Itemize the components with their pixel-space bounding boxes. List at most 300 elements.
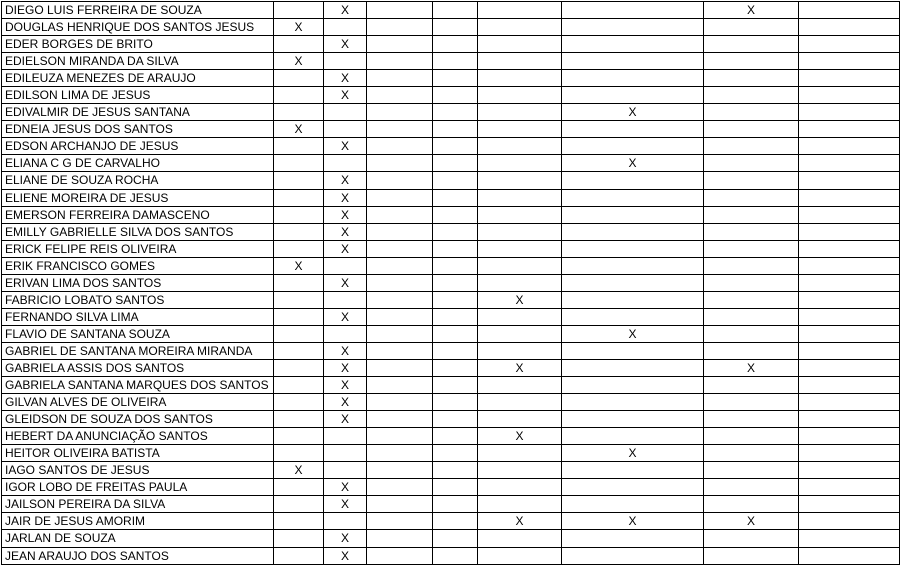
mark-cell-6[interactable]	[562, 19, 704, 36]
mark-cell-3[interactable]	[367, 308, 433, 325]
mark-cell-8[interactable]	[799, 240, 900, 257]
mark-cell-4[interactable]	[433, 19, 478, 36]
name-cell[interactable]: EMERSON FERREIRA DAMASCENO	[2, 206, 274, 223]
mark-cell-3[interactable]	[367, 2, 433, 19]
mark-cell-5[interactable]	[478, 530, 562, 547]
mark-cell-4[interactable]	[433, 240, 478, 257]
mark-cell-1[interactable]	[274, 445, 324, 462]
mark-cell-7[interactable]	[704, 87, 799, 104]
mark-cell-6[interactable]	[562, 479, 704, 496]
mark-cell-4[interactable]	[433, 428, 478, 445]
name-cell[interactable]: DIEGO LUIS FERREIRA DE SOUZA	[2, 2, 274, 19]
mark-cell-1[interactable]	[274, 513, 324, 530]
mark-cell-2[interactable]	[324, 121, 367, 138]
mark-cell-1[interactable]	[274, 274, 324, 291]
mark-cell-7[interactable]	[704, 53, 799, 70]
mark-cell-2[interactable]	[324, 257, 367, 274]
name-cell[interactable]: DOUGLAS HENRIQUE DOS SANTOS JESUS	[2, 19, 274, 36]
mark-cell-8[interactable]	[799, 36, 900, 53]
mark-cell-7[interactable]	[704, 257, 799, 274]
mark-cell-5[interactable]	[478, 445, 562, 462]
name-cell[interactable]: JAILSON PEREIRA DA SILVA	[2, 496, 274, 513]
name-cell[interactable]: EDIELSON MIRANDA DA SILVA	[2, 53, 274, 70]
mark-cell-7[interactable]	[704, 240, 799, 257]
mark-cell-8[interactable]	[799, 53, 900, 70]
name-cell[interactable]: GLEIDSON DE SOUZA DOS SANTOS	[2, 411, 274, 428]
mark-cell-5[interactable]	[478, 172, 562, 189]
mark-cell-7[interactable]	[704, 445, 799, 462]
mark-cell-6[interactable]	[562, 36, 704, 53]
mark-cell-2[interactable]	[324, 19, 367, 36]
mark-cell-6[interactable]	[562, 359, 704, 376]
mark-cell-6[interactable]	[562, 547, 704, 564]
mark-cell-4[interactable]	[433, 462, 478, 479]
mark-cell-4[interactable]	[433, 2, 478, 19]
mark-cell-3[interactable]	[367, 36, 433, 53]
mark-cell-1[interactable]	[274, 223, 324, 240]
mark-cell-5[interactable]	[478, 223, 562, 240]
mark-cell-4[interactable]	[433, 172, 478, 189]
mark-cell-1[interactable]: X	[274, 462, 324, 479]
mark-cell-4[interactable]	[433, 257, 478, 274]
mark-cell-1[interactable]	[274, 530, 324, 547]
mark-cell-3[interactable]	[367, 223, 433, 240]
name-cell[interactable]: FERNANDO SILVA LIMA	[2, 308, 274, 325]
mark-cell-4[interactable]	[433, 359, 478, 376]
mark-cell-8[interactable]	[799, 172, 900, 189]
mark-cell-6[interactable]	[562, 2, 704, 19]
mark-cell-7[interactable]	[704, 189, 799, 206]
mark-cell-5[interactable]	[478, 240, 562, 257]
mark-cell-6[interactable]	[562, 206, 704, 223]
mark-cell-6[interactable]	[562, 394, 704, 411]
mark-cell-4[interactable]	[433, 445, 478, 462]
mark-cell-2[interactable]	[324, 104, 367, 121]
mark-cell-3[interactable]	[367, 257, 433, 274]
mark-cell-5[interactable]	[478, 411, 562, 428]
mark-cell-1[interactable]	[274, 104, 324, 121]
mark-cell-8[interactable]	[799, 121, 900, 138]
mark-cell-8[interactable]	[799, 291, 900, 308]
mark-cell-8[interactable]	[799, 257, 900, 274]
mark-cell-3[interactable]	[367, 530, 433, 547]
name-cell[interactable]: IAGO SANTOS DE JESUS	[2, 462, 274, 479]
mark-cell-1[interactable]	[274, 479, 324, 496]
mark-cell-4[interactable]	[433, 121, 478, 138]
mark-cell-8[interactable]	[799, 530, 900, 547]
mark-cell-3[interactable]	[367, 445, 433, 462]
name-cell[interactable]: EDILSON LIMA DE JESUS	[2, 87, 274, 104]
mark-cell-7[interactable]	[704, 155, 799, 172]
mark-cell-3[interactable]	[367, 172, 433, 189]
mark-cell-3[interactable]	[367, 479, 433, 496]
mark-cell-6[interactable]	[562, 377, 704, 394]
mark-cell-4[interactable]	[433, 274, 478, 291]
mark-cell-3[interactable]	[367, 104, 433, 121]
mark-cell-3[interactable]	[367, 53, 433, 70]
mark-cell-8[interactable]	[799, 155, 900, 172]
mark-cell-8[interactable]	[799, 462, 900, 479]
name-cell[interactable]: JAIR DE JESUS AMORIM	[2, 513, 274, 530]
mark-cell-5[interactable]	[478, 308, 562, 325]
mark-cell-5[interactable]	[478, 189, 562, 206]
mark-cell-3[interactable]	[367, 70, 433, 87]
name-cell[interactable]: FLAVIO DE SANTANA SOUZA	[2, 325, 274, 342]
mark-cell-3[interactable]	[367, 325, 433, 342]
mark-cell-5[interactable]	[478, 479, 562, 496]
mark-cell-1[interactable]	[274, 377, 324, 394]
mark-cell-5[interactable]	[478, 53, 562, 70]
mark-cell-1[interactable]	[274, 291, 324, 308]
mark-cell-6[interactable]	[562, 496, 704, 513]
mark-cell-5[interactable]	[478, 121, 562, 138]
mark-cell-4[interactable]	[433, 377, 478, 394]
mark-cell-4[interactable]	[433, 138, 478, 155]
mark-cell-6[interactable]	[562, 87, 704, 104]
mark-cell-2[interactable]	[324, 53, 367, 70]
mark-cell-8[interactable]	[799, 308, 900, 325]
mark-cell-2[interactable]: X	[324, 394, 367, 411]
mark-cell-8[interactable]	[799, 189, 900, 206]
name-cell[interactable]: HEITOR OLIVEIRA BATISTA	[2, 445, 274, 462]
mark-cell-7[interactable]	[704, 19, 799, 36]
mark-cell-4[interactable]	[433, 223, 478, 240]
mark-cell-2[interactable]: X	[324, 36, 367, 53]
mark-cell-1[interactable]	[274, 359, 324, 376]
mark-cell-5[interactable]	[478, 36, 562, 53]
mark-cell-2[interactable]: X	[324, 172, 367, 189]
mark-cell-7[interactable]: X	[704, 513, 799, 530]
mark-cell-5[interactable]: X	[478, 291, 562, 308]
mark-cell-3[interactable]	[367, 342, 433, 359]
mark-cell-2[interactable]	[324, 513, 367, 530]
mark-cell-3[interactable]	[367, 240, 433, 257]
mark-cell-7[interactable]	[704, 172, 799, 189]
mark-cell-7[interactable]	[704, 104, 799, 121]
table-row	[2, 19, 900, 36]
mark-cell-8[interactable]	[799, 479, 900, 496]
mark-cell-2[interactable]	[324, 325, 367, 342]
mark-cell-4[interactable]	[433, 496, 478, 513]
mark-cell-4[interactable]	[433, 104, 478, 121]
mark-cell-6[interactable]	[562, 121, 704, 138]
name-cell[interactable]: FABRICIO LOBATO SANTOS	[2, 291, 274, 308]
name-cell[interactable]: GABRIELA SANTANA MARQUES DOS SANTOS	[2, 377, 274, 394]
mark-cell-2[interactable]: X	[324, 189, 367, 206]
name-cell[interactable]: ELIANA C G DE CARVALHO	[2, 155, 274, 172]
mark-cell-3[interactable]	[367, 394, 433, 411]
name-cell[interactable]: ERIK FRANCISCO GOMES	[2, 257, 274, 274]
mark-cell-1[interactable]	[274, 189, 324, 206]
mark-cell-5[interactable]	[478, 104, 562, 121]
name-cell[interactable]: EDSON ARCHANJO DE JESUS	[2, 138, 274, 155]
mark-cell-6[interactable]: X	[562, 445, 704, 462]
mark-cell-5[interactable]	[478, 462, 562, 479]
mark-cell-2[interactable]: X	[324, 2, 367, 19]
mark-cell-8[interactable]	[799, 377, 900, 394]
mark-cell-7[interactable]	[704, 206, 799, 223]
mark-cell-5[interactable]	[478, 547, 562, 564]
mark-cell-5[interactable]	[478, 496, 562, 513]
mark-cell-6[interactable]	[562, 70, 704, 87]
mark-cell-6[interactable]	[562, 172, 704, 189]
mark-cell-2[interactable]: X	[324, 138, 367, 155]
mark-cell-7[interactable]	[704, 530, 799, 547]
mark-cell-6[interactable]	[562, 530, 704, 547]
mark-cell-8[interactable]	[799, 2, 900, 19]
mark-cell-8[interactable]	[799, 411, 900, 428]
mark-cell-1[interactable]: X	[274, 53, 324, 70]
mark-cell-7[interactable]	[704, 377, 799, 394]
mark-cell-1[interactable]: X	[274, 257, 324, 274]
mark-cell-4[interactable]	[433, 291, 478, 308]
mark-cell-7[interactable]	[704, 547, 799, 564]
mark-cell-4[interactable]	[433, 325, 478, 342]
mark-cell-3[interactable]	[367, 462, 433, 479]
mark-cell-3[interactable]	[367, 155, 433, 172]
mark-cell-7[interactable]	[704, 308, 799, 325]
mark-cell-3[interactable]	[367, 189, 433, 206]
mark-cell-6[interactable]	[562, 274, 704, 291]
mark-cell-3[interactable]	[367, 19, 433, 36]
mark-cell-6[interactable]	[562, 257, 704, 274]
mark-cell-1[interactable]	[274, 428, 324, 445]
mark-cell-5[interactable]	[478, 155, 562, 172]
mark-cell-3[interactable]	[367, 377, 433, 394]
mark-cell-5[interactable]	[478, 394, 562, 411]
mark-cell-8[interactable]	[799, 445, 900, 462]
mark-cell-8[interactable]	[799, 70, 900, 87]
mark-cell-2[interactable]: X	[324, 223, 367, 240]
mark-cell-4[interactable]	[433, 70, 478, 87]
mark-cell-6[interactable]	[562, 411, 704, 428]
mark-cell-6[interactable]	[562, 53, 704, 70]
mark-cell-6[interactable]	[562, 189, 704, 206]
mark-cell-2[interactable]	[324, 462, 367, 479]
name-cell[interactable]: IGOR LOBO DE FREITAS PAULA	[2, 479, 274, 496]
mark-cell-5[interactable]	[478, 70, 562, 87]
mark-cell-8[interactable]	[799, 325, 900, 342]
mark-cell-1[interactable]	[274, 547, 324, 564]
mark-cell-7[interactable]	[704, 342, 799, 359]
name-cell[interactable]: EDER BORGES DE BRITO	[2, 36, 274, 53]
mark-cell-6[interactable]	[562, 223, 704, 240]
mark-cell-3[interactable]	[367, 274, 433, 291]
mark-cell-1[interactable]	[274, 342, 324, 359]
mark-cell-2[interactable]: X	[324, 411, 367, 428]
mark-cell-5[interactable]	[478, 19, 562, 36]
mark-cell-6[interactable]	[562, 240, 704, 257]
mark-cell-6[interactable]	[562, 308, 704, 325]
mark-cell-8[interactable]	[799, 274, 900, 291]
mark-cell-6[interactable]	[562, 342, 704, 359]
mark-cell-7[interactable]	[704, 428, 799, 445]
mark-cell-1[interactable]	[274, 240, 324, 257]
mark-cell-5[interactable]	[478, 138, 562, 155]
mark-cell-4[interactable]	[433, 513, 478, 530]
mark-cell-7[interactable]	[704, 325, 799, 342]
mark-cell-8[interactable]	[799, 19, 900, 36]
mark-cell-4[interactable]	[433, 530, 478, 547]
mark-cell-8[interactable]	[799, 104, 900, 121]
mark-cell-8[interactable]	[799, 223, 900, 240]
mark-cell-1[interactable]: X	[274, 19, 324, 36]
name-cell[interactable]: JARLAN DE SOUZA	[2, 530, 274, 547]
name-cell[interactable]: GILVAN ALVES DE OLIVEIRA	[2, 394, 274, 411]
name-cell[interactable]: ERICK FELIPE REIS OLIVEIRA	[2, 240, 274, 257]
mark-cell-1[interactable]	[274, 496, 324, 513]
name-cell[interactable]: JEAN ARAUJO DOS SANTOS	[2, 547, 274, 564]
mark-cell-6[interactable]	[562, 291, 704, 308]
mark-cell-8[interactable]	[799, 87, 900, 104]
mark-cell-4[interactable]	[433, 155, 478, 172]
mark-cell-8[interactable]	[799, 359, 900, 376]
mark-cell-4[interactable]	[433, 479, 478, 496]
mark-cell-7[interactable]	[704, 138, 799, 155]
name-cell[interactable]: HEBERT DA ANUNCIAÇÃO SANTOS	[2, 428, 274, 445]
mark-cell-2[interactable]: X	[324, 240, 367, 257]
mark-cell-8[interactable]	[799, 206, 900, 223]
mark-cell-1[interactable]	[274, 394, 324, 411]
mark-cell-2[interactable]	[324, 445, 367, 462]
mark-cell-8[interactable]	[799, 547, 900, 564]
mark-cell-5[interactable]	[478, 206, 562, 223]
mark-cell-2[interactable]	[324, 428, 367, 445]
mark-cell-2[interactable]	[324, 291, 367, 308]
mark-cell-8[interactable]	[799, 513, 900, 530]
mark-cell-3[interactable]	[367, 428, 433, 445]
mark-cell-1[interactable]	[274, 411, 324, 428]
mark-cell-1[interactable]	[274, 206, 324, 223]
mark-cell-7[interactable]	[704, 479, 799, 496]
mark-cell-5[interactable]	[478, 2, 562, 19]
name-cell[interactable]: EDILEUZA MENEZES DE ARAUJO	[2, 70, 274, 87]
mark-cell-7[interactable]	[704, 462, 799, 479]
mark-cell-6[interactable]: X	[562, 513, 704, 530]
mark-cell-4[interactable]	[433, 394, 478, 411]
mark-cell-5[interactable]	[478, 377, 562, 394]
mark-cell-4[interactable]	[433, 342, 478, 359]
mark-cell-2[interactable]: X	[324, 87, 367, 104]
name-cell[interactable]: GABRIELA ASSIS DOS SANTOS	[2, 359, 274, 376]
mark-cell-8[interactable]	[799, 496, 900, 513]
mark-cell-1[interactable]	[274, 87, 324, 104]
mark-cell-6[interactable]: X	[562, 104, 704, 121]
mark-cell-3[interactable]	[367, 513, 433, 530]
mark-cell-1[interactable]	[274, 155, 324, 172]
mark-cell-3[interactable]	[367, 359, 433, 376]
mark-cell-5[interactable]	[478, 342, 562, 359]
mark-cell-2[interactable]: X	[324, 308, 367, 325]
mark-cell-4[interactable]	[433, 411, 478, 428]
mark-cell-8[interactable]	[799, 342, 900, 359]
mark-cell-2[interactable]: X	[324, 70, 367, 87]
mark-cell-3[interactable]	[367, 496, 433, 513]
mark-cell-2[interactable]: X	[324, 342, 367, 359]
mark-cell-1[interactable]	[274, 308, 324, 325]
mark-cell-8[interactable]	[799, 138, 900, 155]
name-cell[interactable]: ERIVAN LIMA DOS SANTOS	[2, 274, 274, 291]
mark-cell-5[interactable]	[478, 257, 562, 274]
mark-cell-3[interactable]	[367, 121, 433, 138]
mark-cell-4[interactable]	[433, 53, 478, 70]
mark-cell-7[interactable]	[704, 411, 799, 428]
mark-cell-1[interactable]: X	[274, 121, 324, 138]
mark-cell-6[interactable]	[562, 462, 704, 479]
table-row	[2, 394, 900, 411]
mark-cell-2[interactable]: X	[324, 206, 367, 223]
mark-cell-2[interactable]: X	[324, 377, 367, 394]
mark-cell-2[interactable]: X	[324, 479, 367, 496]
mark-cell-2[interactable]: X	[324, 530, 367, 547]
mark-cell-6[interactable]: X	[562, 325, 704, 342]
mark-cell-3[interactable]	[367, 291, 433, 308]
mark-cell-2[interactable]: X	[324, 547, 367, 564]
mark-cell-7[interactable]	[704, 36, 799, 53]
mark-cell-1[interactable]	[274, 36, 324, 53]
mark-cell-7[interactable]: X	[704, 359, 799, 376]
name-cell[interactable]: EDNEIA JESUS DOS SANTOS	[2, 121, 274, 138]
name-cell[interactable]: ELIENE MOREIRA DE JESUS	[2, 189, 274, 206]
mark-cell-3[interactable]	[367, 411, 433, 428]
mark-cell-4[interactable]	[433, 189, 478, 206]
mark-cell-7[interactable]	[704, 274, 799, 291]
mark-cell-1[interactable]	[274, 172, 324, 189]
mark-cell-1[interactable]	[274, 2, 324, 19]
mark-cell-4[interactable]	[433, 547, 478, 564]
mark-cell-5[interactable]	[478, 274, 562, 291]
mark-cell-7[interactable]	[704, 496, 799, 513]
mark-cell-6[interactable]	[562, 138, 704, 155]
mark-cell-7[interactable]	[704, 291, 799, 308]
mark-cell-7[interactable]: X	[704, 2, 799, 19]
name-cell[interactable]: EDIVALMIR DE JESUS SANTANA	[2, 104, 274, 121]
mark-cell-3[interactable]	[367, 138, 433, 155]
mark-cell-8[interactable]	[799, 428, 900, 445]
mark-cell-7[interactable]	[704, 70, 799, 87]
mark-cell-7[interactable]	[704, 223, 799, 240]
mark-cell-4[interactable]	[433, 87, 478, 104]
table-row	[2, 70, 900, 87]
mark-cell-2[interactable]: X	[324, 274, 367, 291]
name-cell[interactable]: GABRIEL DE SANTANA MOREIRA MIRANDA	[2, 342, 274, 359]
mark-cell-2[interactable]	[324, 155, 367, 172]
mark-cell-5[interactable]	[478, 87, 562, 104]
mark-cell-5[interactable]: X	[478, 428, 562, 445]
mark-cell-1[interactable]	[274, 70, 324, 87]
mark-cell-5[interactable]: X	[478, 513, 562, 530]
mark-cell-3[interactable]	[367, 547, 433, 564]
mark-cell-2[interactable]: X	[324, 496, 367, 513]
mark-cell-8[interactable]	[799, 394, 900, 411]
mark-cell-3[interactable]	[367, 87, 433, 104]
mark-cell-5[interactable]	[478, 325, 562, 342]
mark-cell-2[interactable]: X	[324, 359, 367, 376]
mark-cell-1[interactable]	[274, 138, 324, 155]
mark-cell-6[interactable]	[562, 428, 704, 445]
mark-cell-7[interactable]	[704, 394, 799, 411]
mark-cell-5[interactable]: X	[478, 359, 562, 376]
mark-cell-6[interactable]: X	[562, 155, 704, 172]
name-cell[interactable]: EMILLY GABRIELLE SILVA DOS SANTOS	[2, 223, 274, 240]
mark-cell-7[interactable]	[704, 121, 799, 138]
mark-cell-3[interactable]	[367, 206, 433, 223]
mark-cell-4[interactable]	[433, 36, 478, 53]
mark-cell-4[interactable]	[433, 206, 478, 223]
name-cell[interactable]: ELIANE DE SOUZA ROCHA	[2, 172, 274, 189]
mark-cell-1[interactable]	[274, 325, 324, 342]
mark-cell-4[interactable]	[433, 308, 478, 325]
